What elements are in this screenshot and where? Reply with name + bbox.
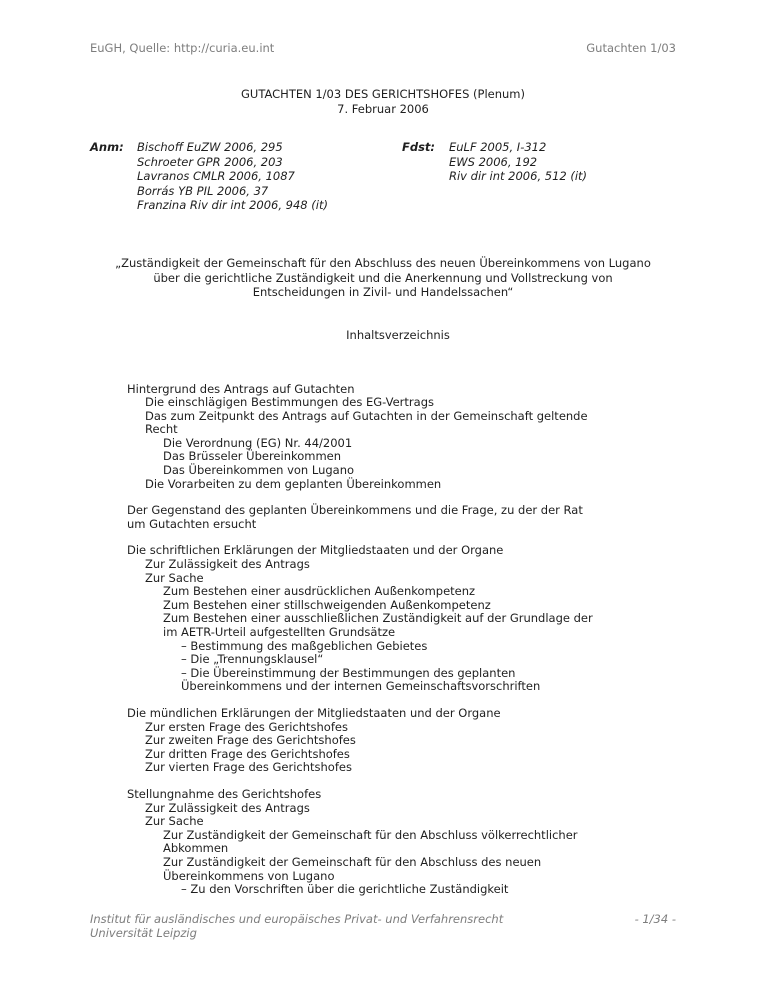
document-title-block xyxy=(90,87,676,116)
document-title: GUTACHTEN 1/03 DES GERICHTSHOFES (Plenum) xyxy=(241,87,525,101)
toc-entry-line: Stellungnahme des Gerichtshofes xyxy=(127,786,322,801)
annotations-entries xyxy=(137,140,328,213)
toc-entry-line: Das Brüsseler Übereinkommen xyxy=(163,449,342,464)
toc-entry xyxy=(127,829,676,856)
toc-entry-line: Das Übereinkommen von Lugano xyxy=(163,463,355,478)
toc-entry-line: Die mündlichen Erklärungen der Mitgliedstaaten und der Organe xyxy=(127,705,501,720)
toc-entry-line: um Gutachten ersucht xyxy=(127,516,257,531)
toc-entry xyxy=(127,734,676,748)
toc-entry-line: Die Vorarbeiten zu dem geplanten Übereinkommen xyxy=(145,476,442,491)
annotation-entry: Schroeter GPR 2006, 203 xyxy=(137,154,283,169)
toc-entry xyxy=(127,815,676,829)
toc-group xyxy=(127,504,676,531)
toc-entry xyxy=(127,721,676,735)
toc-entry xyxy=(127,383,676,397)
finding-entry: Riv dir int 2006, 512 (it) xyxy=(449,169,588,183)
toc-entry-line: Zur zweiten Frage des Gerichtshofes xyxy=(145,733,356,748)
toc-entry xyxy=(127,640,676,654)
footer-institute xyxy=(90,912,503,940)
page-footer xyxy=(90,912,676,940)
toc-entry xyxy=(127,478,676,492)
toc-entry-line: Zur Sache xyxy=(145,814,204,829)
toc-entry xyxy=(127,761,676,775)
findings-entries xyxy=(449,140,587,184)
toc-entry xyxy=(127,612,676,639)
toc-entry-line: – Die „Trennungsklausel“ xyxy=(181,652,324,667)
toc-entry-line: Zum Bestehen einer stillschweigenden Außenkompetenz xyxy=(163,597,491,612)
toc-entry-line: – Die Übereinstimmung der Bestimmungen des geplanten xyxy=(181,665,516,680)
annotation-entry: Lavranos CMLR 2006, 1087 xyxy=(137,169,295,183)
findings-column xyxy=(402,140,587,184)
annotations-label: Anm: xyxy=(90,140,124,154)
toc-entry-line: im AETR-Urteil aufgestellten Grundsätze xyxy=(163,625,396,639)
toc-entry-line: Zur Sache xyxy=(145,570,204,585)
finding-entry: EWS 2006, 192 xyxy=(449,154,538,169)
toc-entry-line: Die schriftlichen Erklärungen der Mitgliedstaaten und der Organe xyxy=(127,543,504,558)
toc-group xyxy=(127,383,676,492)
toc-entry xyxy=(127,572,676,586)
toc-entry-line: Die Verordnung (EG) Nr. 44/2001 xyxy=(163,435,353,450)
toc-title: Inhaltsverzeichnis xyxy=(346,327,450,342)
toc-entry xyxy=(127,856,676,883)
toc-entry-line: Zur dritten Frage des Gerichtshofes xyxy=(145,746,350,761)
toc-entry-line: Das zum Zeitpunkt des Antrags auf Gutachten in der Gemeinschaft geltende xyxy=(145,408,588,423)
findings-label: Fdst: xyxy=(402,140,436,154)
toc-group xyxy=(127,544,676,694)
subject-quote-line: Entscheidungen in Zivil- und Handelssachen“ xyxy=(252,285,514,299)
toc-entry-line: Hintergrund des Antrags auf Gutachten xyxy=(127,381,355,396)
annotation-entry: Borrás YB PIL 2006, 37 xyxy=(137,183,269,198)
toc-group xyxy=(127,788,676,897)
header-doc-ref: Gutachten 1/03 xyxy=(586,41,676,55)
toc-entry xyxy=(127,788,676,802)
toc-entry xyxy=(127,599,676,613)
toc-entry-line: Zur Zuständigkeit der Gemeinschaft für den Abschluss völkerrechtlicher xyxy=(163,827,578,842)
toc-group xyxy=(127,707,676,775)
table-of-contents xyxy=(127,383,676,897)
footer-institute-line1: Institut für ausländisches und europäisches Privat- und Verfahrensrecht xyxy=(90,912,504,926)
page-header xyxy=(90,41,676,55)
annotation-entry: Franzina Riv dir int 2006, 948 (it) xyxy=(137,198,328,212)
toc-entry-line: Zum Bestehen einer ausdrücklichen Außenkompetenz xyxy=(163,584,476,599)
toc-entry-line: Zur vierten Frage des Gerichtshofes xyxy=(145,760,352,775)
toc-entry-line: Zur Zulässigkeit des Antrags xyxy=(145,557,310,572)
toc-entry-line: Zum Bestehen einer ausschließlichen Zuständigkeit auf der Grundlage der xyxy=(163,611,593,626)
header-source: EuGH, Quelle: http://curia.eu.int xyxy=(90,41,275,55)
toc-entry xyxy=(127,410,676,437)
subject-quote xyxy=(68,256,698,300)
toc-entry xyxy=(127,748,676,762)
toc-entry-line: Zur Zuständigkeit der Gemeinschaft für den Abschluss des neuen xyxy=(163,854,542,869)
toc-entry xyxy=(127,802,676,816)
toc-entry xyxy=(127,707,676,721)
toc-entry-line: Zur Zulässigkeit des Antrags xyxy=(145,800,310,815)
toc-entry xyxy=(127,585,676,599)
footer-institute-line2: Universität Leipzig xyxy=(90,926,197,940)
toc-entry-line: Zur ersten Frage des Gerichtshofes xyxy=(145,719,348,734)
toc-entry xyxy=(127,558,676,572)
document-date: 7. Februar 2006 xyxy=(337,101,429,116)
finding-entry: EuLF 2005, I-312 xyxy=(449,140,547,154)
subject-quote-line: „Zuständigkeit der Gemeinschaft für den Abschluss des neuen Übereinkommens von Lugano xyxy=(115,256,651,270)
toc-entry xyxy=(127,396,676,410)
toc-entry xyxy=(127,667,676,694)
subject-quote-line: über die gerichtliche Zuständigkeit und die Anerkennung und Vollstreckung von xyxy=(153,270,613,285)
toc-entry-line: – Bestimmung des maßgeblichen Gebietes xyxy=(181,638,428,653)
toc-entry-line: Der Gegenstand des geplanten Übereinkommens und die Frage, zu der der Rat xyxy=(127,503,583,518)
toc-entry xyxy=(127,544,676,558)
toc-entry-line: Übereinkommens und der internen Gemeinschaftsvorschriften xyxy=(181,679,541,694)
toc-entry-line: Recht xyxy=(145,422,178,437)
annotation-entry: Bischoff EuZW 2006, 295 xyxy=(137,140,283,154)
toc-entry-line: – Zu den Vorschriften über die gerichtliche Zuständigkeit xyxy=(181,882,509,897)
annotations-column xyxy=(90,140,328,213)
footer-page-number: - 1/34 - xyxy=(634,912,676,926)
toc-entry-line: Übereinkommens von Lugano xyxy=(163,868,335,883)
toc-entry xyxy=(127,504,676,531)
toc-entry xyxy=(127,464,676,478)
citations-block xyxy=(90,140,676,216)
toc-entry xyxy=(127,653,676,667)
toc-entry-line: Abkommen xyxy=(163,841,229,856)
toc-entry-line: Die einschlägigen Bestimmungen des EG-Vertrags xyxy=(145,395,434,410)
toc-entry xyxy=(127,883,676,897)
